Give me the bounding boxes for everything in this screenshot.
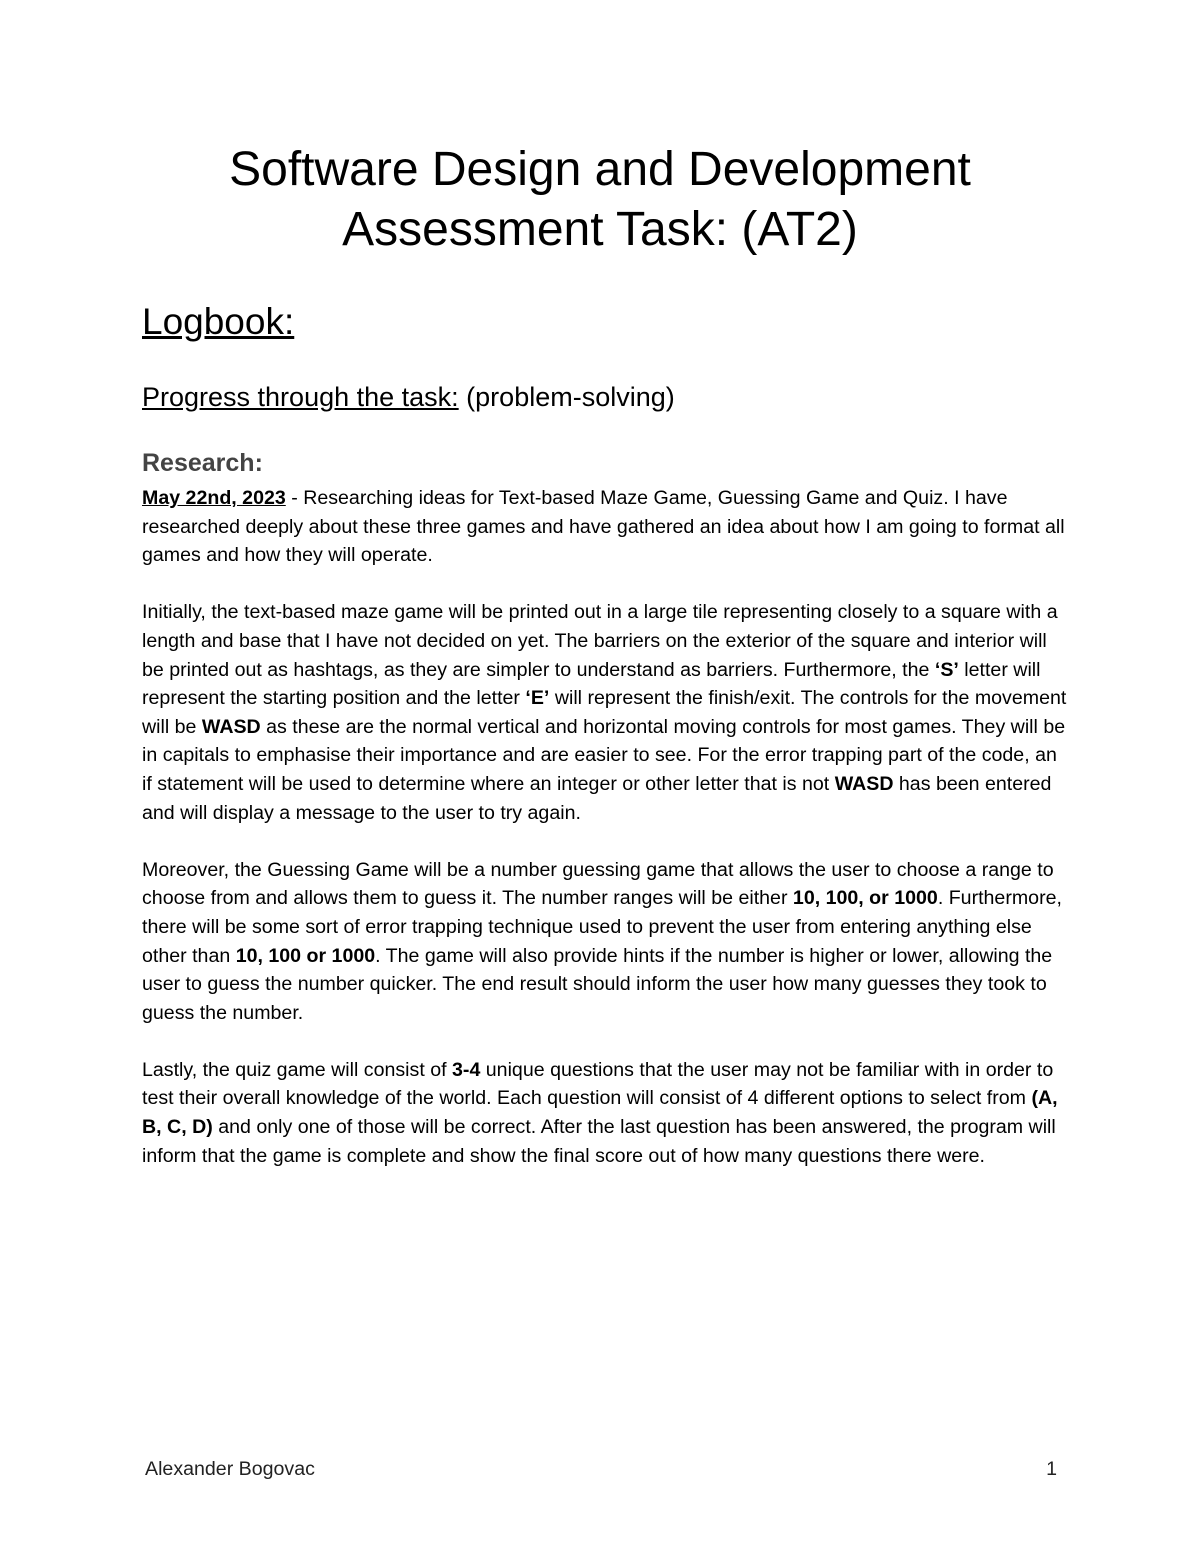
bold-run: (A, B, C, D) xyxy=(142,1087,1058,1139)
research-heading: Research: xyxy=(142,449,263,477)
bold-run: WASD xyxy=(201,715,261,738)
text-run: . The game will also provide hints if the number is higher or lower, allowing the user to guess the number quicker. The end result should inform the user how many guesses they took to guess the number. xyxy=(142,944,1053,1024)
text-run: Moreover, the Guessing Game will be a number guessing game that allows the user to choose a range to choose from and allows them to guess it. The number ranges will be either xyxy=(142,858,1054,910)
text-run: . Furthermore, there will be some sort of error trapping technique used to prevent the user from entering anything else other than xyxy=(142,887,1062,967)
bold-run: WASD xyxy=(834,772,894,795)
title-line-1: Software Design and Development xyxy=(229,143,971,196)
bold-run: 10, 100, or 1000 xyxy=(792,887,938,910)
logbook-heading: Logbook: xyxy=(142,301,295,342)
research-body xyxy=(142,484,1072,1199)
progress-heading-underlined: Progress through the task: xyxy=(142,382,459,412)
footer-author: Alexander Bogovac xyxy=(145,1458,315,1480)
paragraph-guessing-game xyxy=(142,856,1072,1028)
paragraph-quiz-game xyxy=(142,1056,1072,1170)
text-run: Lastly, the quiz game will consist of xyxy=(142,1058,453,1081)
bold-run: 10, 100 or 1000 xyxy=(235,944,376,967)
bold-run: ‘S’ xyxy=(934,658,959,681)
paragraph-intro-text: - Researching ideas for Text-based Maze Game, Guessing Game and Quiz. I have researched deeply about these three games and have gathered an idea about how I am going to format all games and how they will operate. xyxy=(142,487,1065,567)
progress-heading xyxy=(142,379,675,415)
footer-page-number: 1 xyxy=(1046,1458,1057,1480)
text-run: will represent the finish/exit. The controls for the movement will be xyxy=(142,687,1067,738)
paragraph-intro xyxy=(142,484,1072,570)
text-run: Initially, the text-based maze game will be printed out in a large tile representing closely to a square with a length and base that I have not decided on yet. The barriers on the exterior of the square and interior will be printed out as hashtags, as they are simpler to understand as barriers. Furthermore, the xyxy=(142,601,1058,681)
text-run: letter will represent the starting position and the letter xyxy=(142,658,1041,710)
title-line-2: Assessment Task: (AT2) xyxy=(342,203,858,256)
bold-run: 3-4 xyxy=(452,1058,481,1081)
progress-heading-rest: (problem-solving) xyxy=(458,382,675,412)
text-run: has been entered and will display a message to the user to try again. xyxy=(142,772,1052,824)
text-run: and only one of those will be correct. After the last question has been answered, the program will inform that the game is complete and show the final score out of how many questions there were. xyxy=(142,1116,1056,1167)
text-run: as these are the normal vertical and horizontal moving controls for most games. They will be in capitals to emphasise their importance and are easier to see. For the error trapping part of the code, an if statement will be used to determine where an integer or other letter that is not xyxy=(142,715,1066,795)
entry-date: May 22nd, 2023 xyxy=(142,487,286,509)
text-run: unique questions that the user may not be familiar with in order to test their overall knowledge of the world. Each question will consist of 4 different options to select from xyxy=(142,1058,1054,1110)
document-title xyxy=(0,140,1200,260)
paragraph-maze-game xyxy=(142,598,1072,827)
bold-run: ‘E’ xyxy=(525,687,550,710)
